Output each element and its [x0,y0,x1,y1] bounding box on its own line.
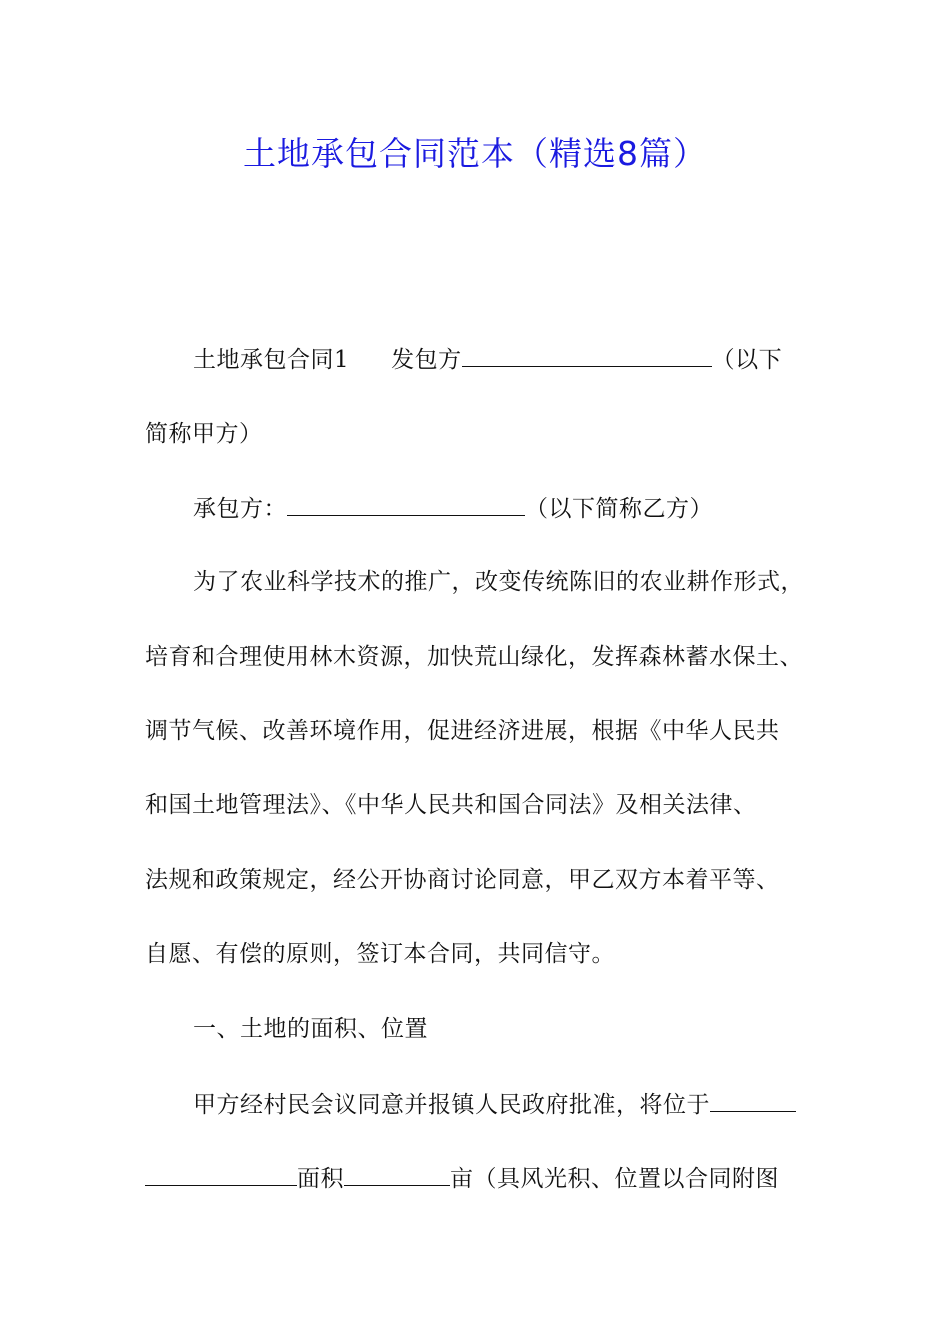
party-b-blank [287,493,525,516]
party-a-suffix-line: 简称甲方） [145,421,263,447]
party-a-suffix: （以下 [711,347,783,373]
area-unit-text: 亩（具风光积、位置以合同附图 [450,1166,779,1192]
location-blank-2 [145,1163,297,1186]
area-label: 面积 [297,1166,344,1192]
para2-text: 甲方经村民会议同意并报镇人民政府批准，将位于 [193,1092,710,1118]
para2-line-2 [145,1163,779,1194]
document-title: 土地承包合同范本（精选8篇） [243,134,707,173]
contract-heading: 土地承包合同1 [193,347,350,373]
para1-line-3: 调节气候、改善环境作用，促进经济进展，根据《中华人民共 [145,718,780,744]
para1-line-4: 和国土地管理法》、《中华人民共和国合同法》及相关法律、 [145,792,757,818]
party-b-suffix: （以下简称乙方） [525,496,713,522]
party-a-line [193,344,782,375]
section-1-heading: 一、土地的面积、位置 [193,1016,428,1042]
para1-line-6: 自愿、有偿的原则，签订本合同，共同信守。 [145,941,615,967]
location-blank [710,1089,796,1112]
para1-line-2: 培育和合理使用林木资源，加快荒山绿化，发挥森林蓄水保土、 [145,644,803,670]
party-a-label: 发包方 [391,347,462,373]
para1-line-5: 法规和政策规定，经公开协商讨论同意，甲乙双方本着平等、 [145,867,780,893]
para1-line-1: 为了农业科学技术的推广，改变传统陈旧的农业耕作形式， [193,569,804,595]
party-b-label: 承包方： [193,496,287,522]
party-a-blank [462,344,712,367]
para2-line-1 [193,1089,796,1120]
area-blank [344,1163,450,1186]
party-b-line [193,493,713,524]
